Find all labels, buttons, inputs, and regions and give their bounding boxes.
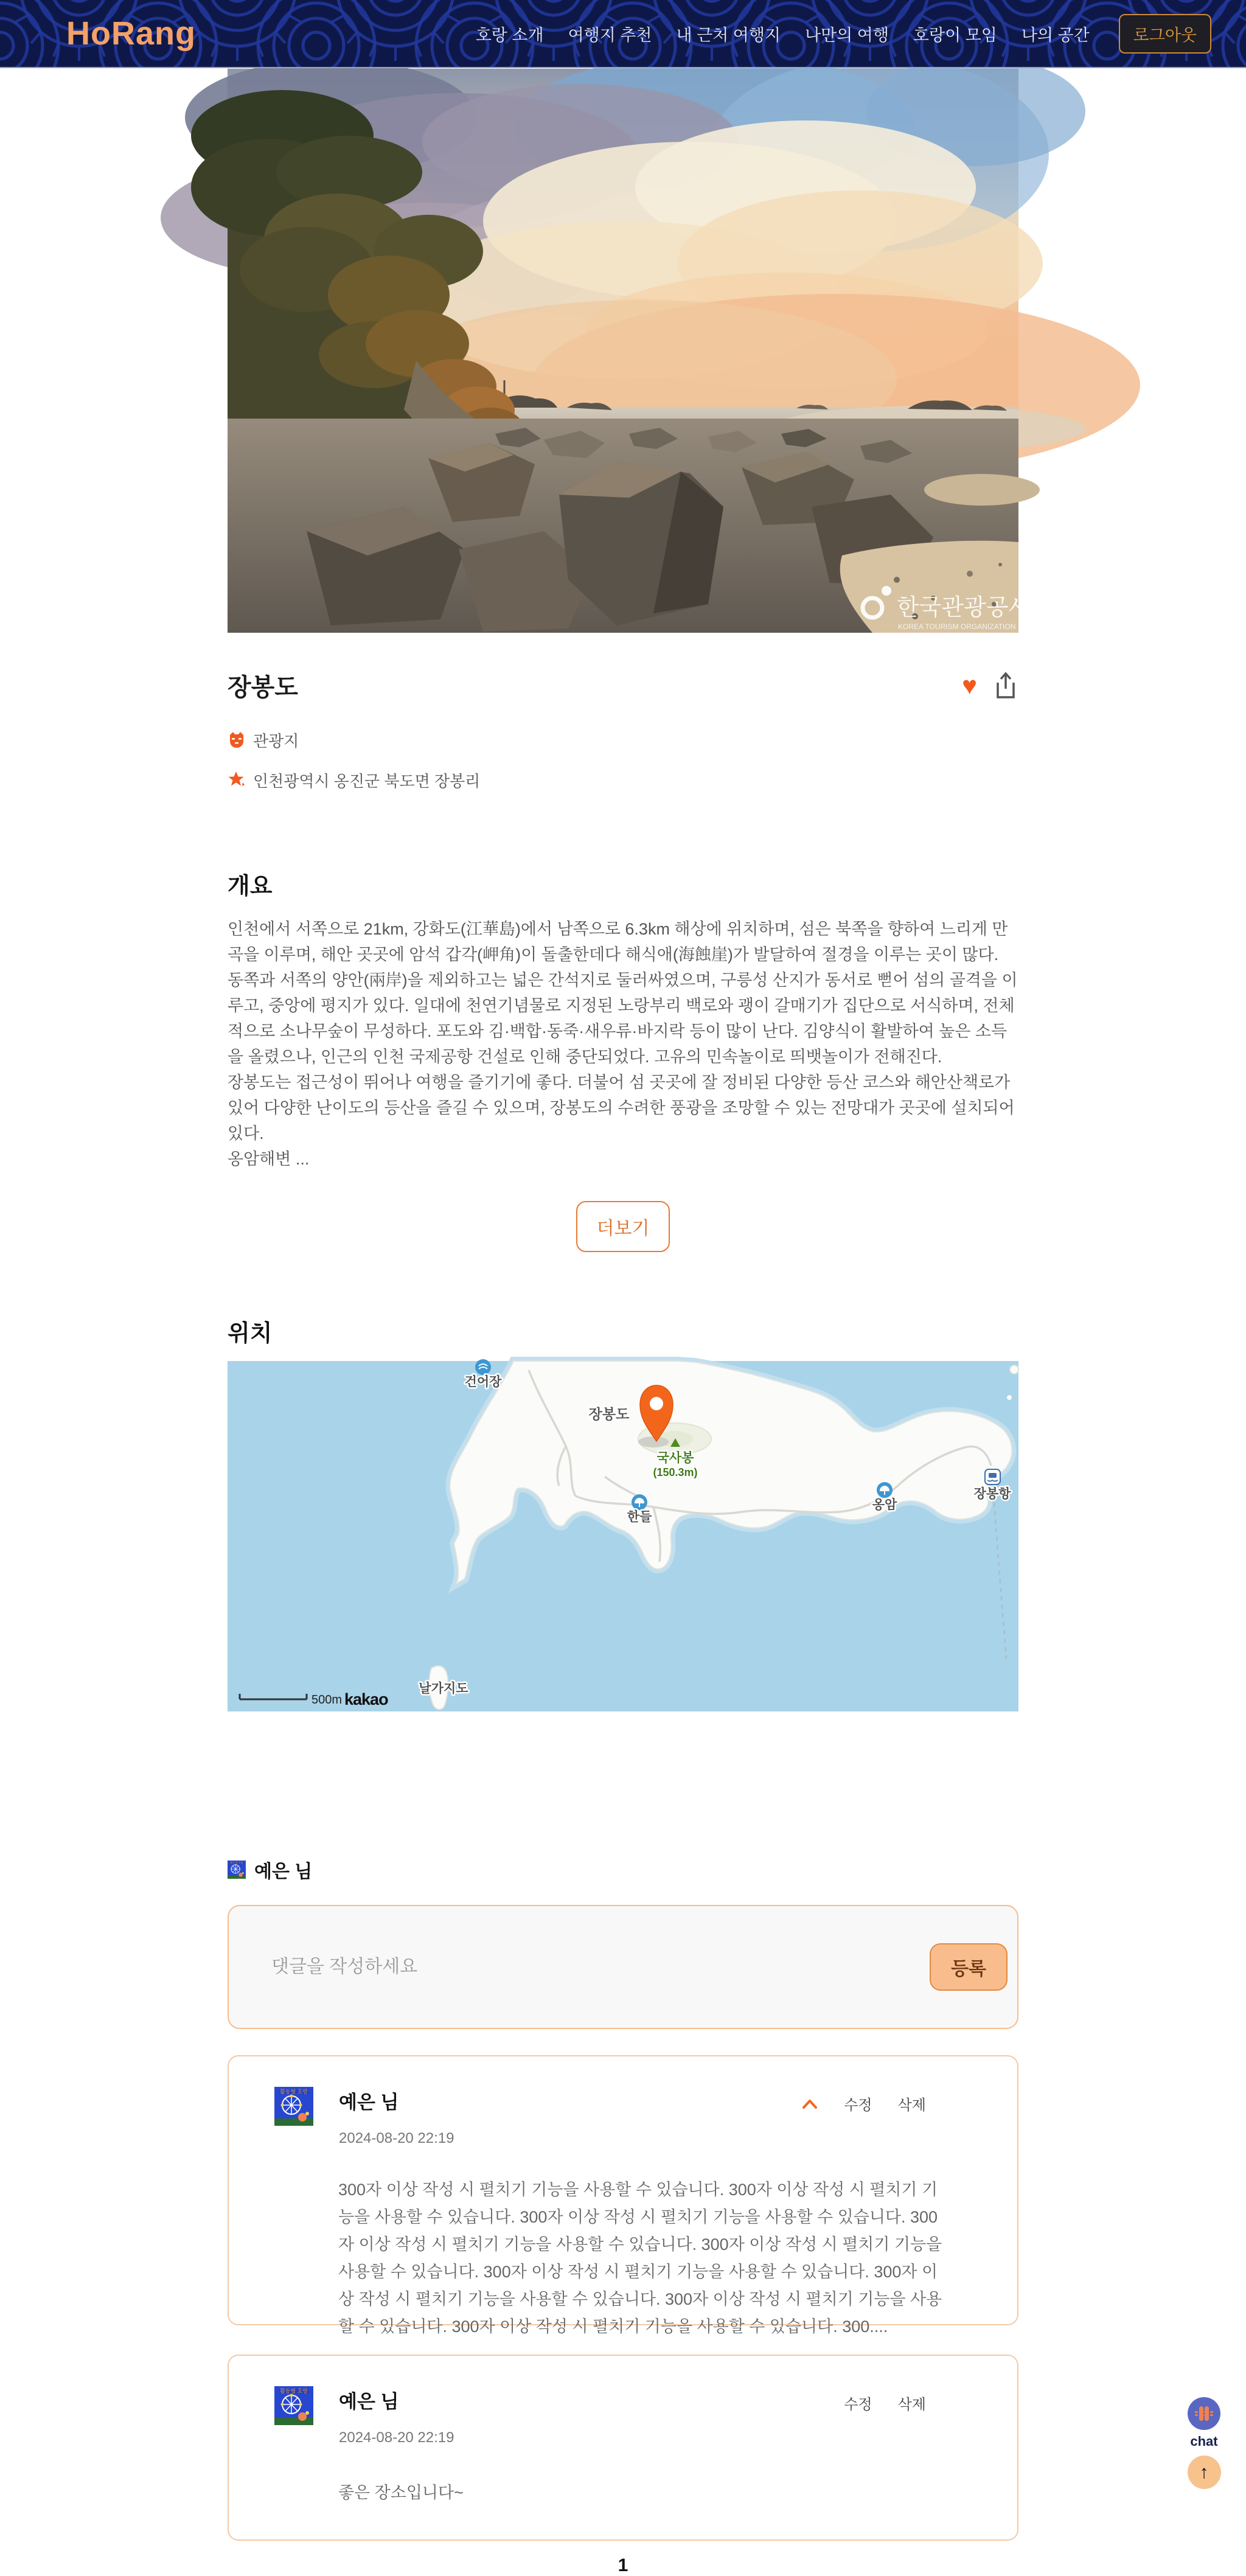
comment-body: 좋은 장소입니다~ bbox=[338, 2484, 464, 2502]
show-more-button[interactable]: 더보기 bbox=[576, 1201, 670, 1252]
svg-text:활동형 호랑: 활동형 호랑 bbox=[280, 2388, 308, 2394]
title-actions bbox=[962, 672, 1018, 700]
avatar bbox=[228, 1861, 246, 1879]
comment-user-name: 예은 님 bbox=[254, 1862, 313, 1882]
svg-text:장봉항: 장봉항 bbox=[973, 1487, 1011, 1501]
comment-edit-button[interactable]: 수정 bbox=[844, 2397, 872, 2413]
main-nav bbox=[476, 14, 1211, 54]
place-info bbox=[228, 731, 1018, 789]
header-inner bbox=[0, 0, 1246, 67]
location-heading: 위치 bbox=[228, 1321, 273, 1346]
comment-date: 2024-08-20 22:19 bbox=[339, 2130, 454, 2146]
comment-meta bbox=[339, 2386, 454, 2446]
svg-text:활동형 호랑: 활동형 호랑 bbox=[280, 2089, 308, 2095]
chat-label: chat bbox=[1190, 2434, 1218, 2449]
comment-controls bbox=[801, 2093, 926, 2114]
hero-photo bbox=[228, 69, 1031, 633]
collapse-chevron-icon[interactable] bbox=[801, 2098, 818, 2110]
arrow-up-icon: ↑ bbox=[1199, 2462, 1209, 2482]
svg-text:건어장: 건어장 bbox=[464, 1375, 502, 1389]
overview-body bbox=[228, 916, 1018, 1172]
svg-text:활동형 호랑: 활동형 호랑 bbox=[230, 1861, 243, 1865]
comment-user-header bbox=[228, 1856, 1018, 1883]
svg-text:한들: 한들 bbox=[627, 1510, 652, 1524]
logout-button[interactable]: 로그아웃 bbox=[1119, 14, 1211, 54]
comment-card bbox=[228, 2055, 1018, 2336]
comment-body: 300자 이상 작성 시 펼치기 기능을 사용할 수 있습니다. 300자 이상 작성 시 펼치기 기능을 사용할 수 있습니다. 300자 이상 작성 시 펼치기 기능을 사용할 수 있습니다. 300자 이상 작성 시 펼치기 기능을 사용할 수 있습니다. 300자 이상 작성 시 펼치기 기능을 사용할 수 있습니다. 300자 이상 작성 시 펼치기 기능을 사용할 수 있습니다. 300자 이상 작성 시 펼치기 기능을 사용할 수 있습니다. 300자 이상 작성 시 펼치기 기능을 사용할 수 있습니다. 300자 이상 작성 시 펼치기 기능을 사용할 수 있습니다. 300.... bbox=[338, 2181, 942, 2336]
page-title: 장봉도 bbox=[228, 674, 298, 701]
overview-paragraph: 옹암해변 ... bbox=[228, 1150, 310, 1168]
svg-text:(150.3m): (150.3m) bbox=[653, 1466, 698, 1478]
comment-input-card bbox=[228, 1905, 1018, 2029]
overview-paragraph: 인천에서 서쪽으로 21km, 강화도(江華島)에서 남쪽으로 6.3km 해상에 위치하며, 섬은 북쪽을 향하여 느리게 만곡을 이루며, 해안 곳곳에 암석 갑각(岬角)이 돌출한데다 해식애(海蝕崖)가 발달하여 절경을 이루는 곳이 많다. 동쪽과 서쪽의 양안(兩岸)을 제외하고는 넓은 간석지로 둘러싸였으며, 구릉성 산지가 동서로 뻗어 섬의 골격을 이루고, 중앙에 평지가 있다. 일대에 천연기념물로 지정된 노랑부리 백로와 괭이 갈매기가 집단으로 서식하며, 전체적으로 소나무숲이 무성하다. 포도와 김·백합·동죽·새우류·바지락 등이 많이 난다. 김양식이 활발하여 높은 소득을 올렸으나, 인근의 인천 국제공항 건설로 인해 중단되었다. 고유의 민속놀이로 띄뱃놀이가 전해진다. bbox=[228, 920, 1018, 1066]
svg-text:옹암: 옹암 bbox=[872, 1498, 897, 1512]
map-islet-label: 날가지도 bbox=[419, 1682, 468, 1696]
comment-controls bbox=[844, 2392, 926, 2414]
svg-text:KOREA TOURISM ORGANIZATION: KOREA TOURISM ORGANIZATION bbox=[898, 622, 1016, 631]
like-heart-icon[interactable]: ♥ bbox=[962, 670, 977, 700]
kakao-logo: kakao bbox=[344, 1690, 388, 1708]
address-label: 인천광역시 옹진군 북도면 장봉리 bbox=[253, 771, 481, 790]
nav-item-my-trip[interactable]: 나만의 여행 bbox=[804, 26, 889, 44]
category-row bbox=[228, 731, 1018, 749]
share-icon[interactable] bbox=[993, 672, 1018, 700]
svg-text:500m: 500m bbox=[312, 1693, 343, 1707]
comment-author: 예은 님 bbox=[339, 2391, 399, 2412]
nav-item-about[interactable]: 호랑 소개 bbox=[475, 26, 544, 44]
svg-text:국사봉: 국사봉 bbox=[656, 1451, 694, 1465]
avatar bbox=[274, 2386, 313, 2425]
kakao-map[interactable] bbox=[228, 1361, 1018, 1711]
tiger-face-icon bbox=[228, 731, 253, 749]
star-location-icon bbox=[228, 770, 253, 790]
comment-date: 2024-08-20 22:19 bbox=[339, 2429, 454, 2446]
overview-paragraph: 장봉도는 접근성이 뛰어나 여행을 즐기기에 좋다. 더불어 섬 곳곳에 잘 정비된 다양한 등산 코스와 해안산책로가 있어 다양한 난이도의 등산을 즐길 수 있으며, 장봉도의 수려한 풍광을 조망할 수 있는 전망대가 곳곳에 설치되어있다. bbox=[228, 1073, 1015, 1143]
scroll-top-button[interactable] bbox=[1188, 2456, 1221, 2489]
avatar bbox=[274, 2087, 313, 2126]
site-header bbox=[0, 0, 1246, 68]
logo[interactable]: HoRang bbox=[66, 15, 196, 52]
comment-edit-button[interactable]: 수정 bbox=[844, 2097, 872, 2114]
comment-delete-button[interactable]: 삭제 bbox=[897, 2097, 926, 2114]
nav-item-recommend[interactable]: 여행지 추천 bbox=[568, 26, 652, 44]
title-row bbox=[228, 668, 1018, 703]
category-label: 관광지 bbox=[253, 731, 299, 750]
page-number-1[interactable]: 1 bbox=[618, 2555, 628, 2575]
comment-delete-button[interactable]: 삭제 bbox=[897, 2397, 926, 2413]
chat-button[interactable] bbox=[1188, 2397, 1220, 2430]
nav-item-meetup[interactable]: 호랑이 모임 bbox=[913, 26, 997, 44]
map-island-label: 장봉도 bbox=[588, 1406, 630, 1422]
nav-item-nearby[interactable]: 내 근처 여행지 bbox=[676, 26, 781, 44]
comment-card bbox=[228, 2355, 1018, 2541]
comment-submit-button[interactable]: 등록 bbox=[930, 1943, 1008, 1991]
comment-input[interactable] bbox=[229, 1906, 930, 2028]
comment-author: 예은 님 bbox=[339, 2092, 399, 2113]
comment-meta bbox=[339, 2087, 454, 2147]
nav-item-my-space[interactable]: 나의 공간 bbox=[1021, 26, 1090, 44]
svg-text:한국관광공사: 한국관광공사 bbox=[897, 595, 1031, 621]
pagination bbox=[228, 2555, 1018, 2576]
address-row bbox=[228, 771, 1018, 789]
floating-dock bbox=[1186, 2397, 1222, 2489]
overview-heading: 개요 bbox=[228, 874, 273, 899]
tiger-logo-icon bbox=[1194, 2403, 1214, 2424]
